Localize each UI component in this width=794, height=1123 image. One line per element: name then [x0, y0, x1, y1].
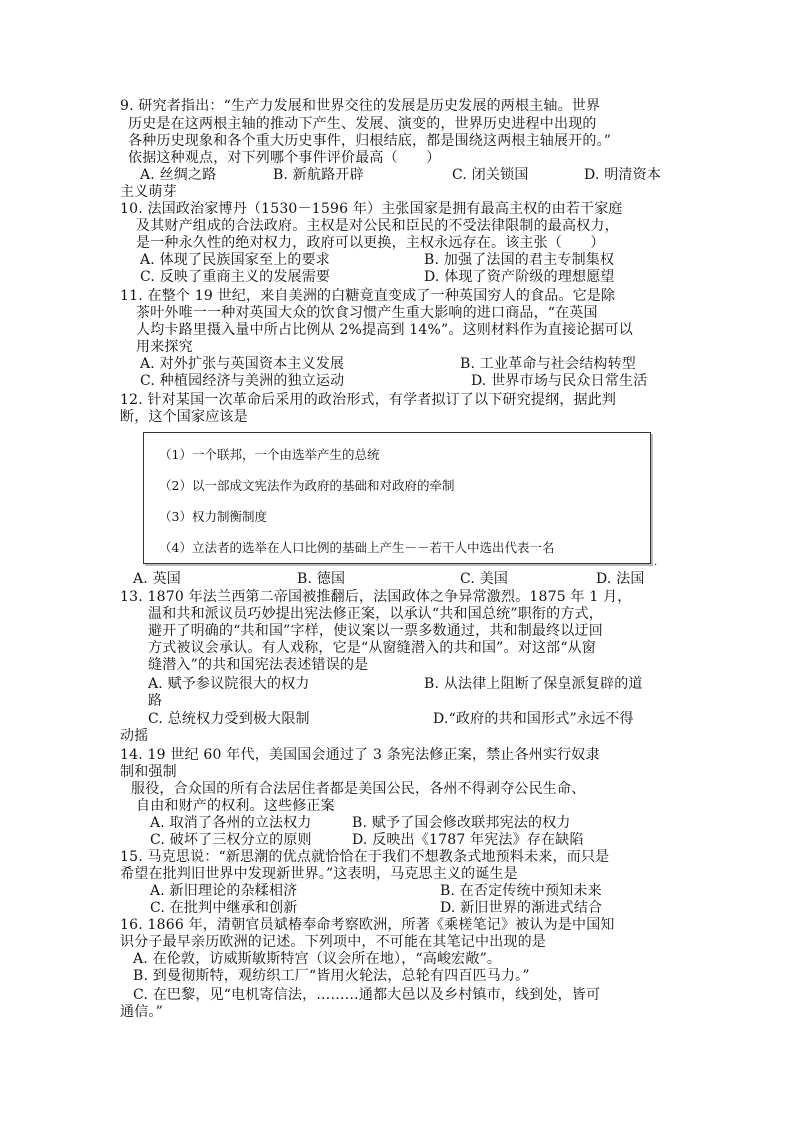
q15-stem-line: 希望在批判旧世界中发现新世界。”这表明，马克思主义的诞生是 [120, 866, 518, 882]
q9-stem-line: 9. 研究者指出：“生产力发展和世界交往的发展是历史发展的两根主轴。世界 [120, 98, 601, 114]
q9-option-d[interactable]: D. 明清资本 [584, 167, 662, 183]
q13-option-d[interactable]: D.“政府的共和国形式”永远不得 [433, 711, 634, 727]
q10-stem-line: 是一种永久性的绝对权力，政府可以更换，主权永远存在。该主张（ ） [136, 235, 605, 251]
q14-stem-line: 自由和财产的权利。这些修正案 [136, 798, 335, 814]
q10-stem-line: 10. 法国政治家博丹（1530－1596 年）主张国家是拥有最高主权的由若干家庭 [120, 201, 623, 217]
q13-stem-line: 温和共和派议员巧妙提出宪法修正案，以承认“共和国总统”职衔的方式， [148, 606, 603, 622]
q9-stem-line: 各种历史现象和各个重大历史事件，归根结底，都是围绕这两根主轴展开的。” [128, 133, 612, 149]
q11-stem-line: 11. 在整个 19 世纪，来自美洲的白糖竟直变成了一种英国穷人的食品。它是除 [120, 288, 616, 304]
q12-stem-line: 12. 针对某国一次革命后采用的政治形式，有学者拟订了以下研究提纲，据此判 [120, 392, 617, 408]
q9-option-c[interactable]: C. 闭关锁国 [452, 167, 529, 183]
q12-option-a[interactable]: A. 英国 [133, 571, 182, 587]
q14-option-d[interactable]: D. 反映出《1787 年宪法》存在缺陷 [352, 832, 584, 848]
q15-stem-line: 15. 马克思说：“新思潮的优点就恰恰在于我们不想教条式地预料未来，而只是 [120, 849, 610, 865]
q16-option-b[interactable]: B. 到曼彻斯特，观纺织工厂“皆用火轮法，总轮有四百匹马力。” [133, 968, 530, 984]
q11-stem-line: 茶叶外唯一一种对英国大众的饮食习惯产生重大影响的进口商品，“在英国 [136, 305, 598, 321]
q11-option-a[interactable]: A. 对外扩张与英国资本主义发展 [140, 356, 345, 372]
q12-outline-box [143, 432, 651, 564]
q15-option-c[interactable]: C. 在批判中继承和创新 [150, 900, 298, 916]
q16-option-a[interactable]: A. 在伦敦，访威斯敏斯特宫（议会所在地），“高峻宏敞”。 [133, 951, 502, 967]
q11-option-d[interactable]: D. 世界市场与民众日常生活 [471, 373, 648, 389]
q14-stem-line: 14. 19 世纪 60 年代，美国国会通过了 3 条宪法修正案，禁止各州实行奴隶 [120, 747, 600, 763]
q13-option-a[interactable]: A. 赋予参议院很大的权力 [148, 676, 310, 692]
q11-option-b[interactable]: B. 工业革命与社会结构转型 [460, 356, 636, 372]
q13-option-c[interactable]: C. 总统权力受到极大限制 [148, 711, 310, 727]
q11-option-c[interactable]: C. 种植园经济与美洲的独立运动 [140, 373, 345, 389]
q12-outline-item: （1）一个联邦，一个由选举产生的总统 [159, 447, 380, 462]
q15-option-d[interactable]: D. 新旧世界的渐进式结合 [440, 900, 603, 916]
q12-option-c[interactable]: C. 美国 [460, 571, 509, 587]
q13-option-b[interactable]: B. 从法律上阻断了保皇派复辟的道 [424, 676, 643, 692]
q12-stem-line: 断，这个国家应该是 [120, 409, 248, 425]
q14-option-a[interactable]: A. 取消了各州的立法权力 [150, 815, 312, 831]
q12-outline-item: （2）以一部成文宪法作为政府的基础和对政府的牵制 [159, 478, 455, 493]
q10-option-b[interactable]: B. 加强了法国的君主专制集权 [424, 252, 615, 268]
q14-option-b[interactable]: B. 赋予了国会修改联邦宪法的权力 [352, 815, 571, 831]
q12-option-d[interactable]: D. 法国 [596, 571, 645, 587]
q9-stem-line: 依据这种观点，对下列哪个事件评价最高（ ） [128, 150, 441, 166]
q16-option-c[interactable]: C. 在巴黎，见“电机寄信法，………通都大邑以及乡村镇市，线到处，皆可 [133, 987, 601, 1003]
q16-stem-line: 16. 1866 年，清朝官员斌椿奉命考察欧洲，所著《乘槎笔记》被认为是中国知 [120, 917, 615, 933]
q10-stem-line: 及其财产组成的合法政府。主权是对公民和臣民的不受法律限制的最高权力， [136, 218, 619, 234]
q12-option-b[interactable]: B. 德国 [297, 571, 346, 587]
q16-stem-line: 识分子最早亲历欧洲的记述。下列项中，不可能在其笔记中出现的是 [120, 934, 546, 950]
q13-stem-line: 避开了明确的“共和国”字样，使议案以一票多数通过，共和制最终以迂回 [148, 623, 603, 639]
q12-outline-item: （3）权力制衡制度 [159, 509, 267, 524]
q16-option-c-wrap: 通信。” [120, 1004, 163, 1020]
q13-stem-line: 13. 1870 年法兰西第二帝国被推翻后，法国政体之争异常激烈。1875 年 1 月， [120, 589, 632, 605]
q14-stem-line: 服役，合众国的所有合法居住者都是美国公民，各州不得剥夺公民生命、 [131, 781, 586, 797]
q11-stem-line: 用来探究 [136, 339, 193, 355]
q10-option-c[interactable]: C. 反映了重商主义的发展需要 [140, 269, 331, 285]
q9-stem-line: 历史是在这两根主轴的推动下产生、发展、演变的，世界历史进程中出现的 [128, 116, 597, 132]
q14-stem-line: 制和强制 [120, 764, 177, 780]
q9-option-d-wrap: 主义萌芽 [120, 184, 177, 200]
q15-option-b[interactable]: B. 在否定传统中预知未来 [440, 883, 602, 899]
q12-outline-item: （4）立法者的选举在人口比例的基础上产生－－若干人中选出代表一名 [159, 540, 555, 555]
q13-stem-line: 缝潜入”的共和国宪法表述错误的是 [148, 657, 369, 673]
q13-stem-line: 方式被议会承认。有人戏称，它是“从窗缝潜入的共和国”。对这部“从窗 [148, 640, 597, 656]
q11-stem-line: 人均卡路里摄入量中所占比例从 2%提高到 14%”。这则材料作为直接论据可以 [136, 322, 633, 338]
q13-option-d-wrap: 动摇 [120, 728, 149, 744]
q13-option-b-wrap: 路 [148, 693, 163, 709]
q9-option-a[interactable]: A. 丝绸之路 [140, 167, 217, 183]
q10-option-d[interactable]: D. 体现了资产阶级的理想愿望 [424, 269, 615, 285]
q9-option-b[interactable]: B. 新航路开辟 [273, 167, 364, 183]
q15-option-a[interactable]: A. 新旧理论的杂糅相济 [150, 883, 298, 899]
q14-option-c[interactable]: C. 破坏了三权分立的原则 [150, 832, 312, 848]
q10-option-a[interactable]: A. 体现了民族国家至上的要求 [140, 252, 331, 268]
dot-mark: . [654, 557, 658, 568]
